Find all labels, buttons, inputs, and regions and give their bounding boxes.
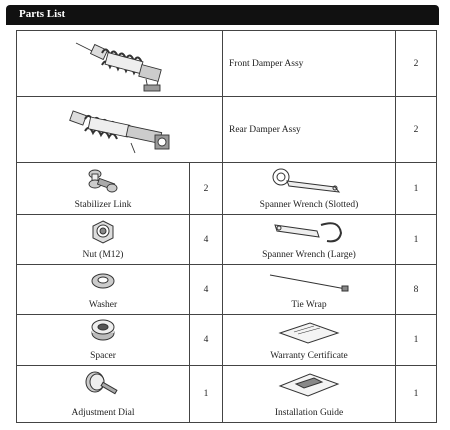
part-qty-cell xyxy=(190,366,223,423)
part-qty-cell xyxy=(190,315,223,366)
part-quantity: 1 xyxy=(203,389,209,399)
part-quantity: 4 xyxy=(203,335,209,345)
part-cell xyxy=(223,366,396,423)
part-qty-cell xyxy=(396,315,437,366)
part-qty-cell xyxy=(396,97,437,163)
warranty-certificate-icon xyxy=(274,319,344,347)
part-quantity: 8 xyxy=(413,284,419,295)
table-row xyxy=(17,366,437,423)
slotted-spanner-icon xyxy=(269,165,349,197)
parts-list-header xyxy=(6,5,439,25)
part-name-cell xyxy=(223,97,396,163)
part-cell xyxy=(223,315,396,366)
part-name-cell xyxy=(223,31,396,97)
part-qty-cell xyxy=(396,366,437,423)
spacer-icon xyxy=(89,319,117,343)
part-quantity: 1 xyxy=(413,234,419,245)
part-cell xyxy=(17,215,190,265)
part-quantity: 4 xyxy=(203,234,209,245)
part-cell xyxy=(17,315,190,366)
part-image-cell xyxy=(17,97,223,163)
washer-icon xyxy=(90,271,116,291)
part-cell xyxy=(17,163,190,215)
part-qty-cell xyxy=(396,163,437,215)
part-name: Spanner Wrench (Large) xyxy=(262,250,356,260)
adjustment-dial-icon xyxy=(83,370,123,404)
front-damper-icon xyxy=(70,35,170,93)
part-name: Front Damper Assy xyxy=(229,58,304,69)
part-name: Installation Guide xyxy=(274,408,344,418)
part-cell xyxy=(17,366,190,423)
part-quantity: 2 xyxy=(413,58,419,69)
rear-damper-icon xyxy=(65,101,175,157)
part-name: Rear Damper Assy xyxy=(229,124,301,135)
part-qty-cell xyxy=(190,163,223,215)
part-cell xyxy=(223,163,396,215)
part-qty-cell xyxy=(190,265,223,315)
part-cell xyxy=(17,265,190,315)
part-name: Nut (M12) xyxy=(82,250,124,260)
part-name: Warranty Certificate xyxy=(270,351,348,361)
table-row xyxy=(17,163,437,215)
installation-guide-icon xyxy=(274,370,344,400)
table-row xyxy=(17,265,437,315)
part-name: Spacer xyxy=(90,351,116,361)
stabilizer-link-icon xyxy=(86,166,120,196)
part-quantity: 1 xyxy=(413,389,419,399)
large-spanner-icon xyxy=(269,217,349,245)
part-qty-cell xyxy=(396,31,437,97)
part-quantity: 2 xyxy=(203,183,209,194)
part-qty-cell xyxy=(396,215,437,265)
part-name: Washer xyxy=(88,300,118,310)
part-image-cell xyxy=(17,31,223,97)
tie-wrap-icon xyxy=(264,271,354,295)
part-cell xyxy=(223,265,396,315)
table-row xyxy=(17,315,437,366)
table-row xyxy=(17,215,437,265)
part-qty-cell xyxy=(190,215,223,265)
part-quantity: 1 xyxy=(413,335,419,345)
parts-table xyxy=(16,30,437,423)
table-row xyxy=(17,31,437,97)
part-quantity: 1 xyxy=(413,183,419,194)
part-name: Spanner Wrench (Slotted) xyxy=(259,200,359,210)
part-name: Stabilizer Link xyxy=(74,200,132,210)
table-row xyxy=(17,97,437,163)
part-qty-cell xyxy=(396,265,437,315)
part-name: Tie Wrap xyxy=(291,300,327,310)
page-title: Parts List xyxy=(19,8,66,20)
nut-icon xyxy=(90,219,116,245)
part-quantity: 4 xyxy=(203,284,209,295)
part-quantity: 2 xyxy=(413,124,419,135)
part-name: Adjustment Dial xyxy=(71,408,135,418)
part-cell xyxy=(223,215,396,265)
